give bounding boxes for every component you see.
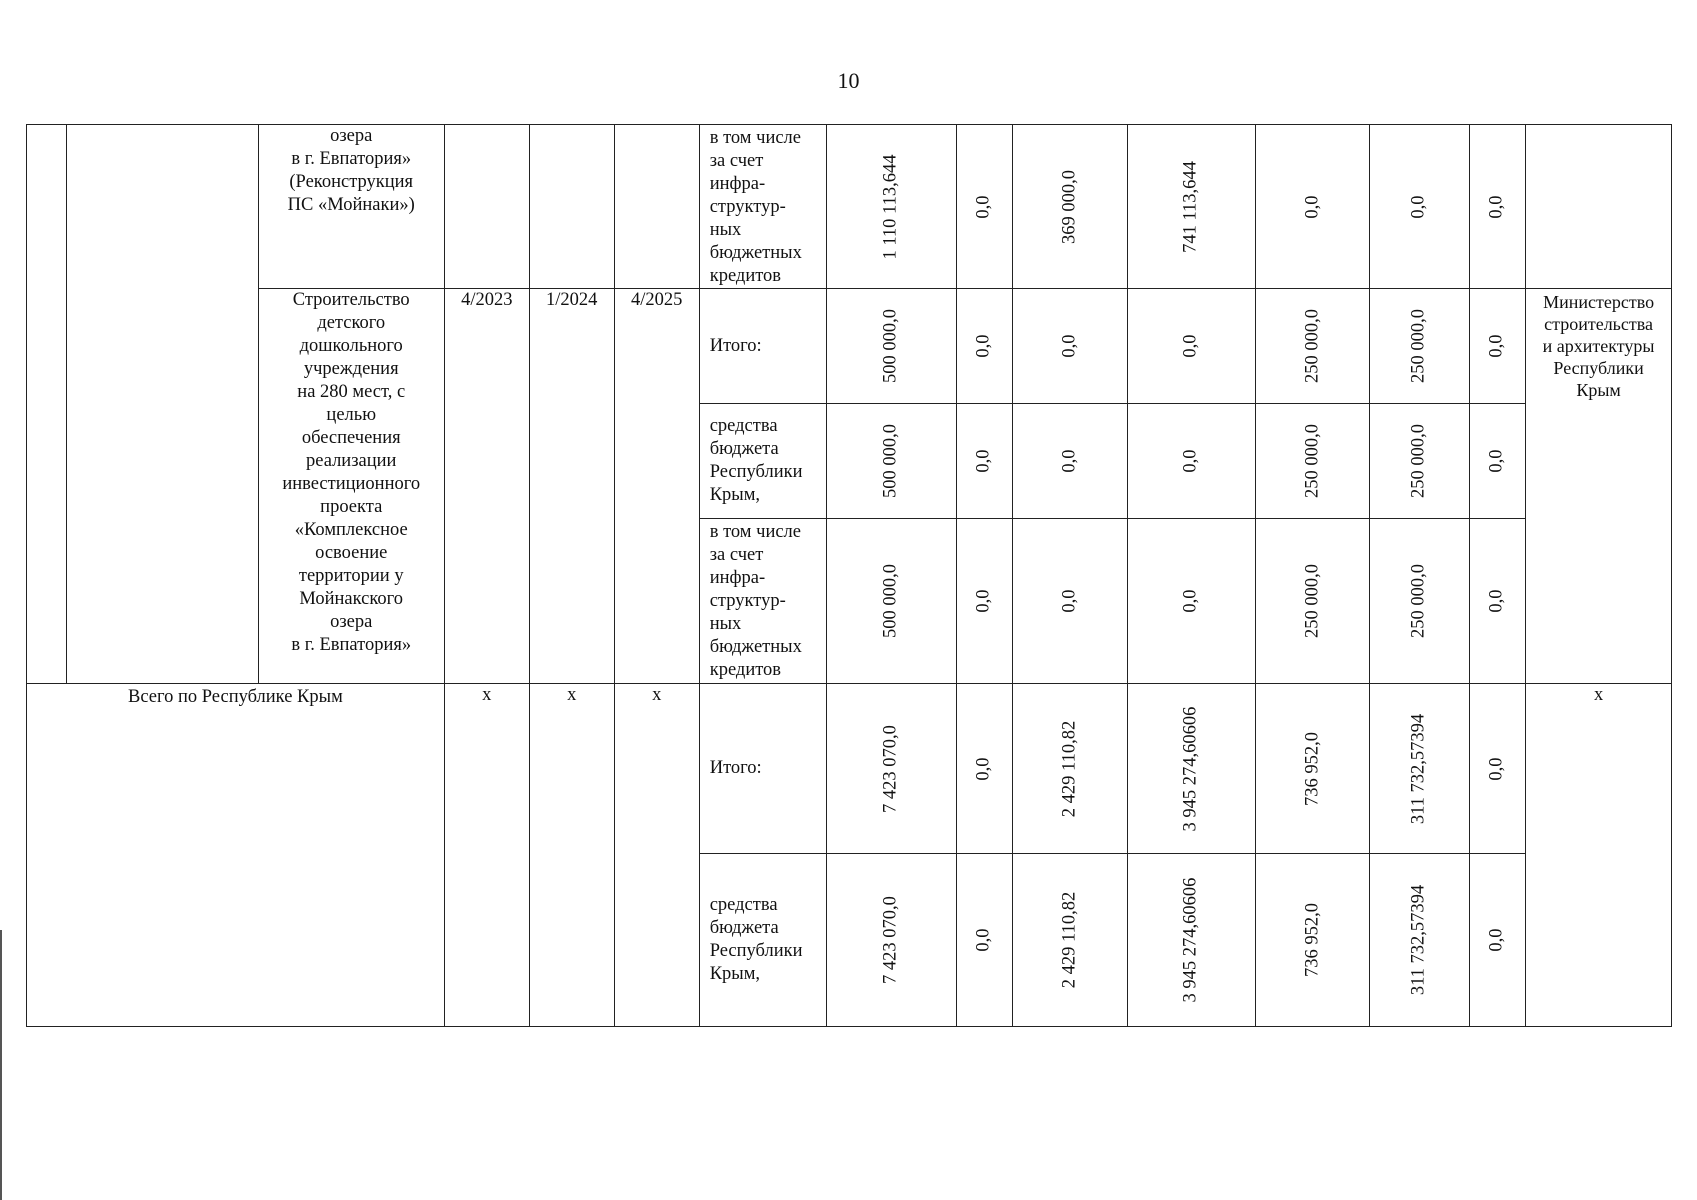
value-cell <box>1127 289 1255 404</box>
value-col-3: 3 945 274,60606 <box>1180 877 1201 1003</box>
program-cell <box>67 125 258 684</box>
value-cell <box>1127 125 1255 289</box>
funding-source-label: средства бюджета Республики Крым, <box>699 854 826 1027</box>
value-cell <box>827 404 956 519</box>
value-cell <box>1127 404 1255 519</box>
value-cell <box>1370 289 1469 404</box>
value-col-5: 250 000,0 <box>1408 564 1429 638</box>
summary-x-cell: х <box>444 684 529 1027</box>
value-cell <box>1370 684 1469 854</box>
value-cell <box>1127 854 1255 1027</box>
value-col-6: 0,0 <box>1486 449 1507 473</box>
value-cell <box>1469 684 1526 854</box>
value-cell <box>1127 519 1255 684</box>
value-cell <box>1469 404 1526 519</box>
value-cell <box>827 684 956 854</box>
value-total: 1 110 113,644 <box>880 153 901 260</box>
funding-source-label: средства бюджета Республики Крым, <box>699 404 826 519</box>
date-end-cell: 4/2025 <box>614 289 699 684</box>
value-col-5: 311 732,57394 <box>1408 713 1429 824</box>
value-col-1: 0,0 <box>973 194 994 219</box>
value-col-4: 250 000,0 <box>1302 564 1323 638</box>
date-cell <box>529 125 614 289</box>
summary-responsible-cell: х <box>1526 684 1672 1027</box>
summary-label-cell: Всего по Республике Крым <box>27 684 445 1027</box>
value-cell <box>1256 854 1370 1027</box>
value-col-1: 0,0 <box>973 756 994 781</box>
value-col-3: 0,0 <box>1180 449 1201 473</box>
table-row <box>27 125 1672 289</box>
value-col-3: 0,0 <box>1180 334 1201 358</box>
value-col-2: 0,0 <box>1059 589 1080 613</box>
value-cell <box>1013 854 1127 1027</box>
value-cell <box>1013 289 1127 404</box>
value-cell <box>956 854 1013 1027</box>
funding-source-label: в том числе за счет инфра- структур- ных бюджетных кредитов <box>699 125 826 289</box>
value-col-1: 0,0 <box>973 928 994 952</box>
value-col-4: 736 952,0 <box>1302 903 1323 977</box>
value-cell <box>956 125 1013 289</box>
object-name-cell: Строительство детского дошкольного учреждения на 280 мест, с целью обеспечения реализации инвестиционного проекта «Комплексное освоение территории у Мойнакского озера в г. Евпатория» <box>258 289 444 684</box>
table-row <box>27 289 1672 404</box>
value-cell <box>827 519 956 684</box>
value-col-4: 250 000,0 <box>1302 424 1323 498</box>
funding-source-label: Итого: <box>699 289 826 404</box>
value-col-2: 2 429 110,82 <box>1059 891 1080 989</box>
value-col-6: 0,0 <box>1486 334 1507 358</box>
page-number: 10 <box>837 68 860 93</box>
value-col-5: 311 732,57394 <box>1408 884 1429 996</box>
responsible-cell <box>1526 125 1672 289</box>
value-cell <box>1256 289 1370 404</box>
funding-source-label: в том числе за счет инфра- структур- ных бюджетных кредитов <box>699 519 826 684</box>
value-cell <box>1469 519 1526 684</box>
value-cell <box>1469 854 1526 1027</box>
value-cell <box>1013 519 1127 684</box>
funding-source-label: Итого: <box>699 684 826 854</box>
value-total: 500 000,0 <box>880 564 901 638</box>
value-total: 7 423 070,0 <box>880 724 901 813</box>
date-mid-cell: 1/2024 <box>529 289 614 684</box>
value-cell <box>956 289 1013 404</box>
summary-x-cell: х <box>614 684 699 1027</box>
value-col-3: 0,0 <box>1180 589 1201 613</box>
value-cell <box>956 519 1013 684</box>
value-cell <box>956 404 1013 519</box>
value-cell <box>827 125 956 289</box>
summary-x-cell: х <box>529 684 614 1027</box>
value-cell <box>1256 684 1370 854</box>
table-row <box>27 684 1672 854</box>
value-col-6: 0,0 <box>1486 928 1507 952</box>
value-cell <box>1370 125 1469 289</box>
value-cell <box>1256 125 1370 289</box>
responsible-cell: Министерство строительства и архитектуры Республики Крым <box>1526 289 1672 684</box>
value-col-5: 0,0 <box>1408 194 1429 219</box>
value-col-5: 250 000,0 <box>1408 424 1429 498</box>
value-col-2: 0,0 <box>1059 449 1080 473</box>
value-cell <box>1013 404 1127 519</box>
value-cell <box>1370 519 1469 684</box>
value-cell <box>1127 684 1255 854</box>
date-cell <box>444 125 529 289</box>
date-cell <box>614 125 699 289</box>
value-col-6: 0,0 <box>1486 756 1507 781</box>
scan-edge-mark <box>0 930 2 1200</box>
value-total: 500 000,0 <box>880 309 901 383</box>
value-col-1: 0,0 <box>973 589 994 613</box>
value-cell <box>1370 404 1469 519</box>
value-cell <box>1013 125 1127 289</box>
value-col-1: 0,0 <box>973 334 994 358</box>
value-cell <box>827 289 956 404</box>
value-col-3: 741 113,644 <box>1180 160 1201 253</box>
date-start-cell: 4/2023 <box>444 289 529 684</box>
value-cell <box>827 854 956 1027</box>
value-col-2: 2 429 110,82 <box>1059 720 1080 817</box>
value-cell <box>1370 854 1469 1027</box>
value-cell <box>1469 125 1526 289</box>
value-col-3: 3 945 274,60606 <box>1180 706 1201 831</box>
value-col-2: 0,0 <box>1059 334 1080 358</box>
budget-table <box>26 124 1672 1027</box>
object-name-cell: озера в г. Евпатория» (Реконструкция ПС «Мойнаки») <box>258 125 444 289</box>
value-col-2: 369 000,0 <box>1059 169 1080 244</box>
value-col-4: 0,0 <box>1302 194 1323 219</box>
value-col-6: 0,0 <box>1486 589 1507 613</box>
value-cell <box>1469 289 1526 404</box>
value-cell <box>1013 684 1127 854</box>
value-cell <box>1256 404 1370 519</box>
value-col-1: 0,0 <box>973 449 994 473</box>
value-col-6: 0,0 <box>1486 194 1507 219</box>
value-cell <box>956 684 1013 854</box>
number-cell <box>27 125 67 684</box>
value-cell <box>1256 519 1370 684</box>
value-total: 7 423 070,0 <box>880 896 901 984</box>
value-total: 500 000,0 <box>880 424 901 498</box>
value-col-5: 250 000,0 <box>1408 309 1429 383</box>
value-col-4: 250 000,0 <box>1302 309 1323 383</box>
value-col-4: 736 952,0 <box>1302 731 1323 806</box>
